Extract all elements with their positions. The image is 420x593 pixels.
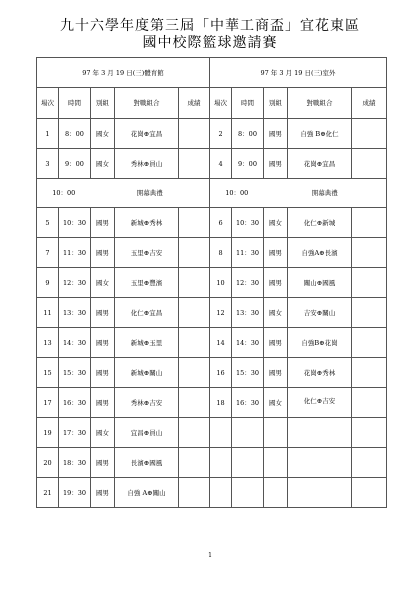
match-group: 國男: [91, 208, 115, 238]
match-score: [352, 328, 387, 358]
empty-cell: [288, 418, 352, 448]
col-header-no: 場次: [210, 88, 232, 119]
match-score: [179, 478, 210, 508]
table-row: [37, 358, 387, 388]
match-group: 國女: [91, 149, 115, 179]
match-no: 3: [37, 149, 59, 179]
empty-cell: [210, 448, 232, 478]
table-row: [37, 238, 387, 268]
match-time: 18：30: [59, 448, 91, 478]
col-header-pair: 對戰組合: [288, 88, 352, 119]
match-time: 14：30: [59, 328, 91, 358]
table-row: [37, 388, 387, 418]
match-time: 9：00: [232, 149, 264, 179]
match-group: 國男: [91, 388, 115, 418]
match-no: 13: [37, 328, 59, 358]
match-no: 6: [210, 208, 232, 238]
match-group: 國男: [91, 328, 115, 358]
venue-left-header: 97 年 3 月 19 日(三)體育館: [37, 58, 210, 88]
match-no: 9: [37, 268, 59, 298]
match-no: 12: [210, 298, 232, 328]
col-header-group: 別組: [264, 88, 288, 119]
match-pair: 秀林⊕吉安: [115, 388, 179, 418]
match-no: 4: [210, 149, 232, 179]
match-time: 14：30: [232, 328, 264, 358]
match-group: 國女: [264, 298, 288, 328]
match-no: 1: [37, 119, 59, 149]
match-time: 19：30: [59, 478, 91, 508]
match-score: [352, 238, 387, 268]
match-group: 國男: [264, 149, 288, 179]
match-time: 16：30: [59, 388, 91, 418]
match-group: 國男: [264, 119, 288, 149]
table-row: [37, 208, 387, 238]
match-pair: 宜昌⊕員山: [115, 418, 179, 448]
document-title-line-2: 國中校際籃球邀請賽: [142, 35, 278, 51]
match-pair: 玉里⊕豐濱: [115, 268, 179, 298]
match-score: [179, 388, 210, 418]
opening-time: 10：00: [37, 179, 91, 208]
empty-cell: [232, 478, 264, 508]
schedule-table: [36, 57, 387, 508]
venue-right-header: 97 年 3 月 19 日(三)室外: [210, 58, 387, 88]
match-no: 17: [37, 388, 59, 418]
match-score: [179, 119, 210, 149]
match-time: 15：30: [59, 358, 91, 388]
match-no: 20: [37, 448, 59, 478]
table-row: [37, 149, 387, 179]
table-row: [37, 478, 387, 508]
match-pair: 化仁⊕新城: [288, 208, 352, 238]
table-row: [37, 328, 387, 358]
empty-cell: [264, 418, 288, 448]
match-score: [179, 238, 210, 268]
col-header-group: 別組: [91, 88, 115, 119]
match-score: [352, 119, 387, 149]
empty-cell: [264, 478, 288, 508]
match-pair-text: 化仁⊕吉安: [303, 397, 336, 405]
match-score: [352, 388, 387, 418]
match-score: [352, 298, 387, 328]
table-row: [37, 418, 387, 448]
table-row: [37, 119, 387, 149]
match-group: 國女: [264, 388, 288, 418]
empty-cell: [210, 418, 232, 448]
match-time: 16：30: [232, 388, 264, 418]
match-group: 國女: [264, 208, 288, 238]
match-pair: 吉安⊕關山: [288, 298, 352, 328]
match-no: 2: [210, 119, 232, 149]
col-header-pair: 對戰組合: [115, 88, 179, 119]
match-group: 國男: [264, 268, 288, 298]
match-no: 11: [37, 298, 59, 328]
match-group: 國女: [91, 418, 115, 448]
match-time: 12：30: [232, 268, 264, 298]
col-header-score: 成績: [179, 88, 210, 119]
match-group: 國男: [91, 298, 115, 328]
match-time: 10：30: [59, 208, 91, 238]
match-no: 10: [210, 268, 232, 298]
match-pair: 自強A⊕長濱: [288, 238, 352, 268]
match-pair: 化仁⊕宜昌: [115, 298, 179, 328]
match-score: [352, 358, 387, 388]
match-no: 7: [37, 238, 59, 268]
match-time: 10：30: [232, 208, 264, 238]
match-group: 國男: [91, 238, 115, 268]
empty-cell: [232, 448, 264, 478]
match-time: 12：30: [59, 268, 91, 298]
match-score: [352, 208, 387, 238]
match-no: 19: [37, 418, 59, 448]
empty-cell: [352, 478, 387, 508]
match-group: 國男: [264, 358, 288, 388]
table-row: [37, 448, 387, 478]
match-no: 15: [37, 358, 59, 388]
match-pair: 關山⊕國風: [288, 268, 352, 298]
match-pair: [288, 388, 352, 418]
match-group: 國女: [91, 268, 115, 298]
match-time: 13：30: [232, 298, 264, 328]
empty-cell: [288, 448, 352, 478]
match-score: [179, 418, 210, 448]
match-time: 9：00: [59, 149, 91, 179]
match-no: 5: [37, 208, 59, 238]
match-pair: 自強B⊕花崗: [288, 328, 352, 358]
match-no: 14: [210, 328, 232, 358]
match-time: 13：30: [59, 298, 91, 328]
match-pair: 長濱⊕國風: [115, 448, 179, 478]
opening-label: 開幕典禮: [264, 179, 387, 208]
empty-cell: [288, 478, 352, 508]
match-pair: 花崗⊕宜昌: [115, 119, 179, 149]
match-no: 8: [210, 238, 232, 268]
match-pair: 新城⊕玉里: [115, 328, 179, 358]
match-pair: 秀林⊕員山: [115, 149, 179, 179]
table-row: [37, 268, 387, 298]
match-group: 國男: [91, 448, 115, 478]
match-pair: 花崗⊕宜昌: [288, 149, 352, 179]
match-time: 17：30: [59, 418, 91, 448]
document-title-line-1: 九十六學年度第三屆「中華工商盃」宜花東區: [60, 18, 360, 34]
opening-label: 開幕典禮: [91, 179, 210, 208]
empty-cell: [264, 448, 288, 478]
empty-cell: [352, 418, 387, 448]
match-time: 11：30: [59, 238, 91, 268]
match-score: [179, 448, 210, 478]
match-group: 國男: [91, 358, 115, 388]
col-header-no: 場次: [37, 88, 59, 119]
match-group: 國男: [264, 238, 288, 268]
col-header-time: 時間: [232, 88, 264, 119]
match-group: 國男: [91, 478, 115, 508]
match-time: 8：00: [232, 119, 264, 149]
table-row: [37, 298, 387, 328]
match-pair: 新城⊕關山: [115, 358, 179, 388]
match-time: 15：30: [232, 358, 264, 388]
match-score: [352, 268, 387, 298]
match-score: [352, 149, 387, 179]
match-score: [179, 358, 210, 388]
match-pair: 新城⊕秀林: [115, 208, 179, 238]
match-no: 18: [210, 388, 232, 418]
empty-cell: [210, 478, 232, 508]
match-time: 11：30: [232, 238, 264, 268]
match-pair: 自強 B⊕化仁: [288, 119, 352, 149]
match-no: 21: [37, 478, 59, 508]
page-number: 1: [208, 552, 212, 559]
match-pair: 花崗⊕秀林: [288, 358, 352, 388]
match-time: 8：00: [59, 119, 91, 149]
opening-time: 10：00: [210, 179, 264, 208]
match-group: 國男: [264, 328, 288, 358]
col-header-time: 時間: [59, 88, 91, 119]
empty-cell: [232, 418, 264, 448]
opening-ceremony-row: [37, 179, 387, 208]
empty-cell: [352, 448, 387, 478]
match-score: [179, 268, 210, 298]
match-no: 16: [210, 358, 232, 388]
col-header-score: 成績: [352, 88, 387, 119]
match-score: [179, 298, 210, 328]
match-score: [179, 149, 210, 179]
match-score: [179, 328, 210, 358]
match-pair: 玉里⊕吉安: [115, 238, 179, 268]
match-pair: 自強 A⊕關山: [115, 478, 179, 508]
match-group: 國女: [91, 119, 115, 149]
match-score: [179, 208, 210, 238]
